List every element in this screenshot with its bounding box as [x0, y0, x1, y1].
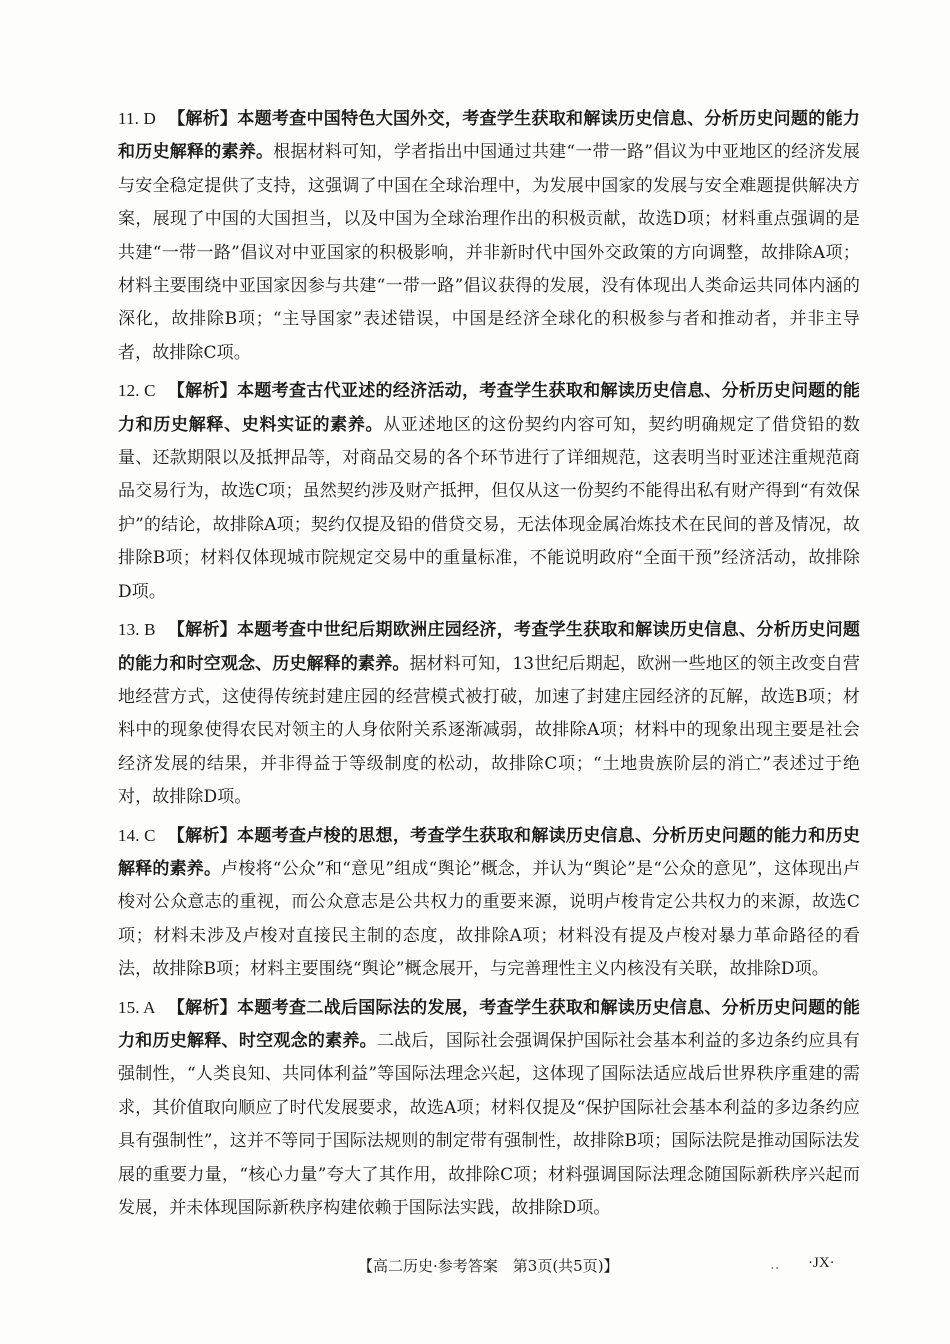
question-number: 14. C — [118, 825, 156, 845]
analysis-tag: 【解析】 — [167, 825, 238, 846]
analysis-body: 卢梭将“公众”和“意见”组成“舆论”概念，并认为“舆论”是“公众的意见”，这体现出卢梭对公众意志的重视，而公众意志是公共权力的重要来源，说明卢梭肯定公共权力的来源，故选C项；材料未涉及卢梭对直接民主制的态度，故排除A项；材料没有提及卢梭对暴力革命路径的看法，故排除B项；材料主要围绕“舆论”概念展开，与完善理性主义内核没有关联，故排除D项。 — [118, 858, 860, 980]
question-number: 15. A — [118, 997, 156, 1017]
question-number: 12. C — [118, 381, 156, 401]
footer-code: ·JX· — [808, 1255, 835, 1271]
analysis-tag: 【解析】 — [167, 381, 238, 402]
answer-explanations — [118, 102, 860, 1229]
analysis-body: 从亚述地区的这份契约内容可知，契约明确规定了借贷铅的数量、还款期限以及抵押品等，对商品交易的各个环节进行了详细规范，这表明当时亚述注重规范商品交易行为，故选C项；虽然契约涉及财产抵押，但仅从这一份契约不能得出私有财产得到“有效保护”的结论，故排除A项；契约仅提及铅的借贷交易，无法体现金属冶炼技术在民间的普及情况，故排除B项；材料仅体现城市院规定交易中的重量标准，不能说明政府“全面干预”经济活动，故排除D项。 — [118, 414, 861, 602]
answer-item-13 — [118, 613, 860, 814]
analysis-lead: 本题考查古代亚述的经济活动，考查学生获取和解读历史信息、分析历史问题的能力和历史解释、史料实证的素养。 — [118, 381, 861, 435]
answer-paragraph — [118, 374, 860, 609]
question-number: 11. D — [118, 109, 156, 128]
analysis-tag: 【解析】 — [167, 109, 238, 129]
question-number: 13. B — [118, 620, 156, 640]
answer-item-11 — [118, 102, 860, 370]
answer-paragraph — [118, 991, 860, 1226]
footer-mark: .. — [770, 1255, 780, 1273]
analysis-lead: 本题考查中国特色大国外交，考查学生获取和解读历史信息、分析历史问题的能力和历史解释的素养。 — [118, 109, 860, 163]
analysis-body: 二战后，国际社会强调保护国际社会基本利益的多边条约应具有强制性，“人类良知、共同体利益”等国际法理念兴起，这体现了国际法适应战后世界秩序重建的需求，其价值取向顺应了时代发展要求，故选A项；材料仅提及“保护国际社会基本利益的多边条约应具有强制性”，这并不等同于国际法规则的制定带有强制性，故排除B项；国际法院是推动国际法发展的重要力量，“核心力量”夸大了其作用，故排除C项；材料强调国际法理念随国际新秩序兴起而发展，并未体现国际新秩序构建依赖于国际法实践，故排除D项。 — [118, 1030, 860, 1218]
answer-item-15 — [118, 991, 860, 1226]
analysis-tag: 【解析】 — [167, 997, 238, 1018]
analysis-body: 根据材料可知，学者指出中国通过共建“一带一路”倡议为中亚地区的经济发展与安全稳定提供了支持，这强调了中国在全球治理中，为发展中国家的发展与安全难题提供解决方案，展现了中国的大国担当，以及中国为全球治理作出的积极贡献，故选D项；材料重点强调的是共建“一带一路”倡议对中亚国家的积极影响，并非新时代中国外交政策的方向调整，故排除A项；材料主要围绕中亚国家因参与共建“一带一路”倡议获得的发展，没有体现出人类命运共同体内涵的深化，故排除B项；“主导国家”表述错误，中国是经济全球化的积极参与者和推动者，并非主导者，故排除C项。 — [118, 142, 860, 363]
page-footer — [0, 1255, 950, 1285]
answer-item-12 — [118, 374, 860, 609]
analysis-tag: 【解析】 — [167, 620, 238, 641]
answer-paragraph — [118, 819, 860, 987]
answer-item-14 — [118, 819, 860, 987]
answer-paragraph — [118, 102, 860, 370]
analysis-lead: 本题考查卢梭的思想，考查学生获取和解读历史信息、分析历史问题的能力和历史解释的素养。 — [118, 825, 861, 879]
footer-title: 【高二历史·参考答案 第3页(共5页)】 — [358, 1257, 619, 1275]
analysis-lead: 本题考查中世纪后期欧洲庄园经济，考查学生获取和解读历史信息、分析历史问题的能力和时空观念、历史解释的素养。 — [118, 620, 861, 674]
analysis-body: 据材料可知，13世纪后期起，欧洲一些地区的领主改变自营地经营方式，这使得传统封建庄园的经营模式被打破，加速了封建庄园经济的瓦解，故选B项；材料中的现象使得农民对领主的人身依附关系逐渐减弱，故排除A项；材料中的现象出现主要是社会经济发展的结果，并非得益于等级制度的松动，故排除C项；“土地贵族阶层的消亡”表述过于绝对，故排除D项。 — [118, 653, 860, 808]
answer-paragraph — [118, 613, 860, 814]
analysis-lead: 本题考查二战后国际法的发展，考查学生获取和解读历史信息、分析历史问题的能力和历史解释、时空观念的素养。 — [118, 997, 861, 1051]
